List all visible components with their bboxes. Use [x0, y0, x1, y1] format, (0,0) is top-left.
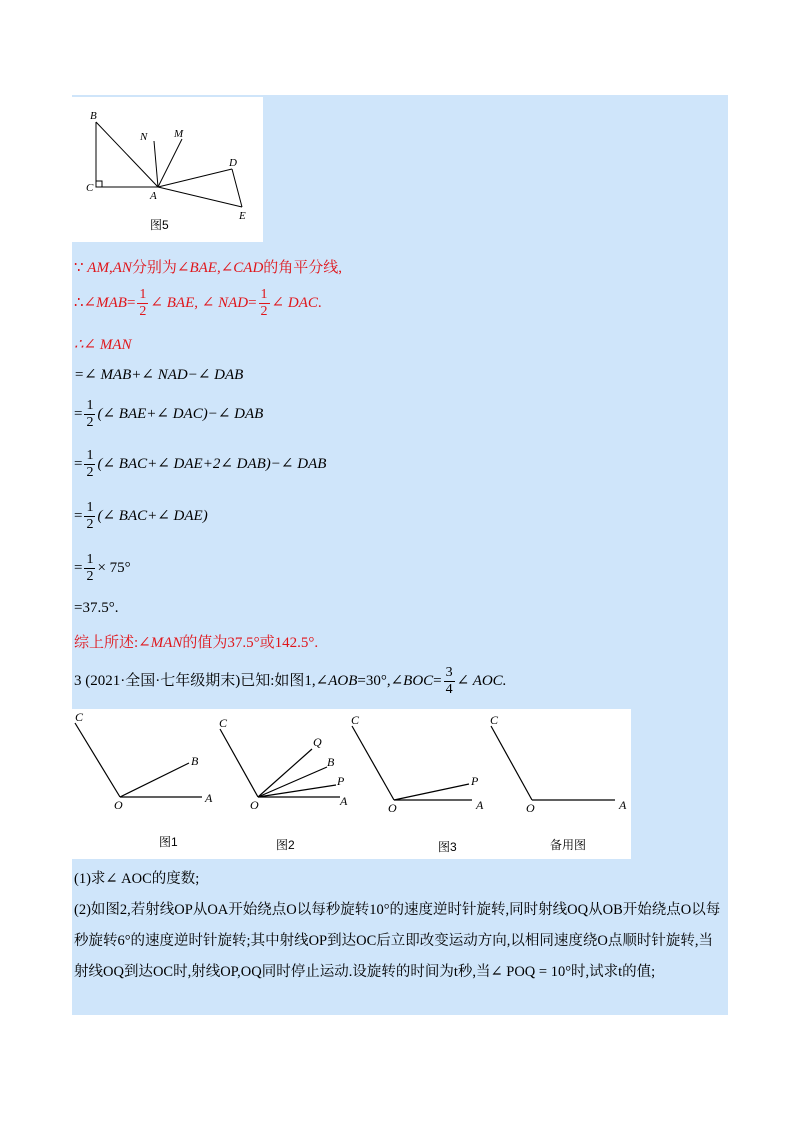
fig1-label-c: C — [75, 710, 84, 724]
angle-nad: NAD — [218, 294, 249, 311]
equals: = — [74, 559, 83, 576]
figures-row — [72, 709, 631, 859]
period: . — [317, 294, 322, 311]
fraction-half — [84, 398, 95, 431]
angle-aoc: ∠ AOC. — [456, 672, 507, 689]
proof-line-5 — [74, 398, 263, 431]
therefore-man: ∴∠ MAN — [74, 337, 132, 353]
fig3-label-o: O — [388, 801, 397, 815]
figure-5 — [72, 97, 263, 242]
fig5-label-a: A — [150, 190, 157, 202]
caption-fig2: 图2 — [276, 838, 295, 852]
proof-line-3 — [74, 335, 132, 354]
fig2-label-p: P — [337, 774, 345, 788]
expression: (∠ BAC+∠ DAE+2∠ DAB)−∠ DAB — [97, 455, 327, 472]
ray-am: AM — [87, 260, 109, 276]
fraction-num: 1 — [86, 552, 94, 567]
proof-line-2 — [74, 287, 322, 320]
fraction-den: 2 — [86, 517, 94, 532]
fig3-label-c: C — [351, 713, 360, 727]
fraction-three-quarters — [444, 665, 455, 698]
fig3-label-p: P — [471, 774, 479, 788]
backup-label-c: C — [490, 713, 499, 727]
figure-5-diagram — [72, 97, 263, 242]
angle-symbol: ∠ — [150, 294, 163, 311]
fig1-label-b: B — [191, 754, 199, 768]
fig2-label-o: O — [250, 798, 259, 812]
question-number: 3 — [74, 672, 82, 689]
expression: (∠ BAE+∠ DAC)−∠ DAB — [97, 405, 264, 422]
conclusion-line — [74, 631, 318, 652]
fraction-num: 1 — [86, 500, 94, 515]
caption-fig1: 图1 — [159, 835, 178, 849]
fraction-den: 2 — [86, 465, 94, 480]
equals: = — [74, 405, 83, 422]
fraction-num: 1 — [139, 287, 147, 302]
part-2: (2)如图2,若射线OP从OA开始绕点O以每秒旋转10°的速度逆时针旋转,同时射线OQ从OB开始绕点O以每秒旋转6°的速度逆时针旋转;其中射线OP到达OC后立即改变运动方向,以相同速度绕O点顺时针旋转,当射线OQ到达OC时,射线OP,OQ同时停止运动.设旋转的时间为t秒,当∠ POQ = 10°时,试求t的值; — [74, 902, 721, 980]
text-bisector: 的角平分线, — [263, 260, 343, 276]
question-22 — [74, 665, 506, 698]
equals: = — [74, 455, 83, 472]
backup-label-a: A — [619, 798, 627, 812]
proof-line-7 — [74, 500, 208, 533]
text-split: 分别为∠ — [131, 260, 190, 276]
proof-line-6 — [74, 448, 326, 481]
fig5-label-m: M — [174, 128, 184, 140]
expression: × 75° — [97, 559, 131, 576]
fig2-label-c: C — [219, 716, 228, 730]
fraction-half — [84, 500, 95, 533]
fraction-half — [259, 287, 270, 320]
fig3-label-a: A — [476, 798, 484, 812]
fig1-label-a: A — [205, 791, 213, 805]
fig2-label-a: A — [340, 794, 348, 808]
fig5-label-d: D — [229, 157, 237, 169]
proof-line-8 — [74, 552, 131, 585]
fraction-den: 2 — [260, 304, 268, 319]
angle-bae: BAE — [189, 260, 217, 276]
fraction-den: 2 — [86, 415, 94, 430]
fraction-den: 4 — [445, 682, 453, 697]
question-source: (2021·全国·七年级期末)已知:如图1,∠ — [85, 672, 329, 689]
fraction-half — [84, 552, 95, 585]
angle-mab: MAB — [96, 294, 127, 311]
expression: (∠ BAC+∠ DAE) — [97, 507, 208, 524]
equals: = — [433, 672, 442, 689]
fraction-num: 1 — [260, 287, 268, 302]
part-1: (1)求∠ AOC的度数; — [74, 871, 200, 887]
fraction-num: 1 — [86, 448, 94, 463]
fig5-label-e: E — [239, 210, 246, 222]
backup-label-o: O — [526, 801, 535, 815]
angle-symbol: ∠ — [220, 260, 234, 276]
fraction-num: 1 — [86, 398, 94, 413]
separator: , — [194, 294, 198, 311]
angle-symbol: ∠ — [201, 294, 215, 311]
because-symbol: ∵ — [74, 260, 84, 276]
conclusion-prefix: 综上所述:∠ — [74, 635, 151, 651]
proof-line-1: ∵ AM,AN分别为∠BAE,∠CAD的角平分线, — [74, 260, 343, 276]
angle-boc: BOC — [403, 672, 434, 689]
equals: = — [248, 294, 257, 311]
angle-bae: BAE — [166, 294, 195, 311]
fraction-half — [137, 287, 148, 320]
fraction-num: 3 — [445, 665, 453, 680]
angle-dac: DAC — [287, 294, 318, 311]
fig5-label-n: N — [140, 131, 148, 143]
fraction-half — [84, 448, 95, 481]
question-eq1: =30°,∠ — [357, 672, 404, 689]
angle-symbol: ∠ — [271, 294, 285, 311]
equals: = — [74, 507, 83, 524]
fig5-label-b: B — [90, 110, 97, 122]
angle-aob: AOB — [328, 672, 358, 689]
caption-backup: 备用图 — [550, 838, 587, 852]
fig5-label-c: C — [86, 182, 94, 194]
therefore-symbol: ∴∠ — [74, 294, 97, 311]
equals: = — [126, 294, 136, 311]
fraction-den: 2 — [86, 569, 94, 584]
proof-line-9: =37.5°. — [74, 600, 119, 616]
caption-fig3: 图3 — [438, 840, 457, 854]
conclusion-values: 的值为37.5°或142.5°. — [182, 635, 319, 651]
ray-an: AN — [112, 260, 132, 276]
fig2-label-q: Q — [313, 735, 322, 749]
angle-man: MAN — [150, 635, 183, 651]
fraction-den: 2 — [139, 304, 147, 319]
fig2-label-b: B — [327, 755, 335, 769]
angle-cad: CAD — [233, 260, 264, 276]
proof-line-4: =∠ MAB+∠ NAD−∠ DAB — [74, 367, 244, 383]
fig5-caption: 图5 — [150, 218, 169, 232]
fig1-label-o: O — [114, 798, 123, 812]
figures-row-diagram — [72, 709, 631, 859]
